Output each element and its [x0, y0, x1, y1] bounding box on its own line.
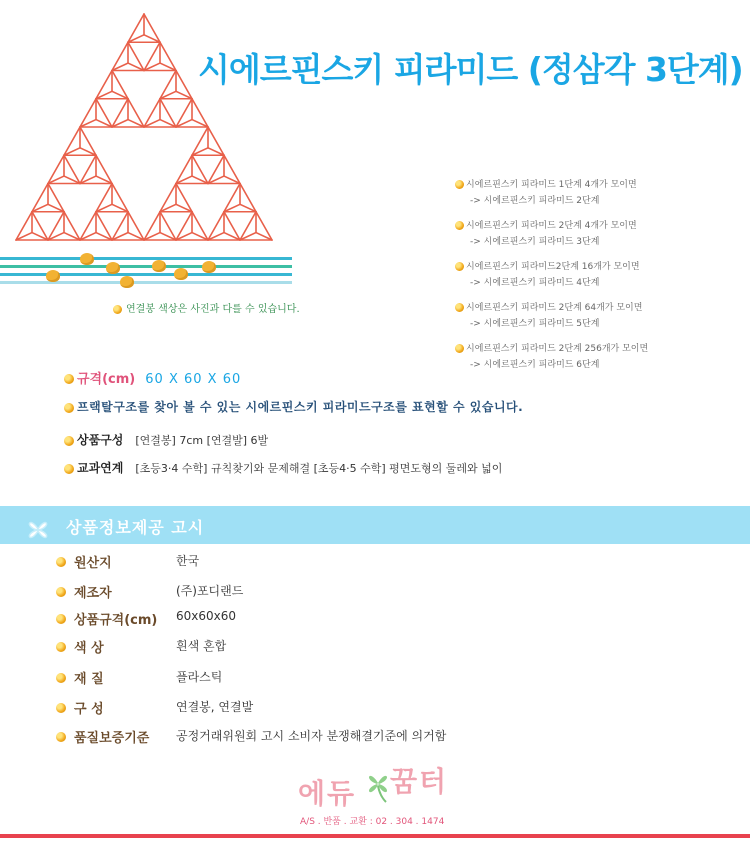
- bullet-icon: [64, 464, 74, 474]
- info-row-components: 구 성 연결봉, 연결발: [56, 697, 104, 717]
- bullet-icon: [56, 587, 66, 597]
- heart-icon: [202, 261, 216, 273]
- info-row-quality: 품질보증기준 공정거래위원회 고시 소비자 분쟁해결기준에 의거함: [56, 726, 149, 746]
- decorative-stripes: [0, 255, 292, 289]
- info-row-manufacturer: 제조자 (주)포디랜드: [56, 581, 112, 601]
- clover-icon: [18, 510, 58, 550]
- page-title: 시에르핀스키 피라미드 (정삼각 3단계): [198, 50, 743, 89]
- bullet-icon: [64, 374, 74, 384]
- bullet-icon: [455, 262, 464, 271]
- bullet-icon: [56, 642, 66, 652]
- info-row-size: 상품규격(cm) 60x60x60: [56, 608, 157, 628]
- footer-divider: [0, 834, 750, 838]
- list-item: 시에르핀스키 피라미드2단계 16개가 모이면 -> 시에르핀스키 피라미드 4단계: [455, 259, 745, 300]
- heart-icon: [120, 276, 134, 288]
- notice-header-bar: [0, 506, 750, 544]
- bullet-icon: [113, 305, 122, 314]
- bullet-icon: [56, 557, 66, 567]
- bullet-icon: [455, 303, 464, 312]
- as-contact: A/S . 반품 . 교환 : 02 . 304 . 1474: [300, 817, 445, 827]
- info-row-origin: 원산지 한국: [56, 551, 112, 571]
- bullet-icon: [455, 344, 464, 353]
- heart-icon: [174, 268, 188, 280]
- list-item: 시에르핀스키 피라미드 2단계 256개가 모이면 -> 시에르핀스키 피라미드 6단계: [455, 341, 745, 382]
- heart-icon: [80, 253, 94, 265]
- brand-logo: 에듀 꿈터: [298, 765, 449, 810]
- bullet-icon: [455, 221, 464, 230]
- info-row-material: 재 질 플라스틱: [56, 667, 104, 687]
- steps-list: [455, 177, 745, 382]
- bullet-icon: [64, 436, 74, 446]
- list-item: 시에르핀스키 피라미드 2단계 64개가 모이면 -> 시에르핀스키 피라미드 5단계: [455, 300, 745, 341]
- info-row-color: 색 상 흰색 혼합: [56, 636, 104, 656]
- bullet-icon: [56, 673, 66, 683]
- heart-icon: [152, 260, 166, 272]
- spec-size: 규격(cm) 60 X 60 X 60: [64, 368, 241, 387]
- notice-title: 상품정보제공 고시: [66, 518, 205, 537]
- heart-icon: [46, 270, 60, 282]
- spec-fractal-description: 프랙탈구조를 찾아 볼 수 있는 시에르핀스키 피라미드구조를 표현할 수 있습니다.: [64, 398, 523, 415]
- list-item: 시에르핀스키 피라미드 2단계 4개가 모이면 -> 시에르핀스키 피라미드 3단계: [455, 218, 745, 259]
- spec-composition: 상품구성 [연결봉] 7cm [연결발] 6발: [64, 431, 268, 448]
- list-item: 시에르핀스키 피라미드 1단계 4개가 모이면 -> 시에르핀스키 피라미드 2단계: [455, 177, 745, 218]
- color-disclaimer: 연결봉 색상은 사진과 다를 수 있습니다.: [113, 300, 300, 315]
- bullet-icon: [455, 180, 464, 189]
- bullet-icon: [56, 614, 66, 624]
- spec-curriculum: 교과연계 [초등3·4 수학] 규칙찾기와 문제해결 [초등4·5 수학] 평면도형의 둘레와 넓이: [64, 459, 502, 476]
- heart-icon: [106, 262, 120, 274]
- bullet-icon: [56, 703, 66, 713]
- bullet-icon: [64, 403, 74, 413]
- bullet-icon: [56, 732, 66, 742]
